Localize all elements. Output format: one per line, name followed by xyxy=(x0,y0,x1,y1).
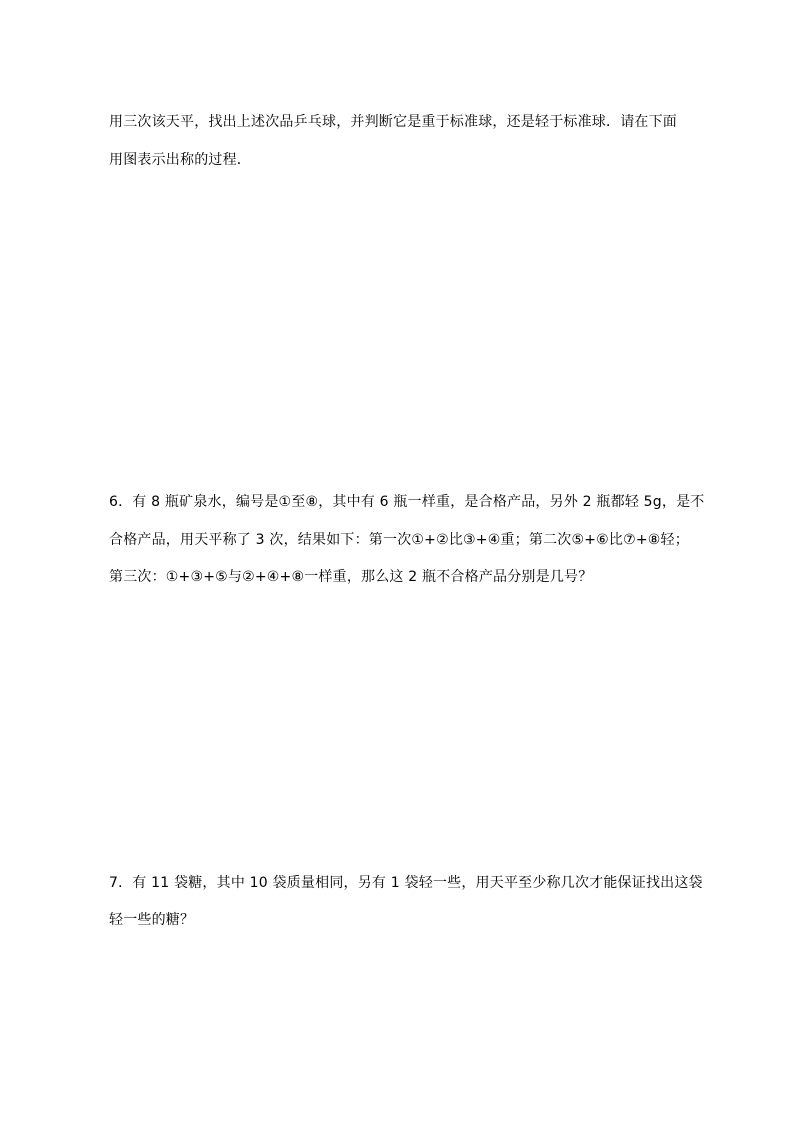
problem-6-line-2: 合格产品，用天平称了 3 次，结果如下：第一次①+②比③+④重；第二次⑤+⑥比⑦+⑧轻； xyxy=(109,532,689,548)
continuation-line-1: 用三次该天平，找出上述次品乒乓球，并判断它是重于标准球，还是轻于标准球．请在下面 xyxy=(109,114,677,130)
continuation-line-2: 用图表示出称的过程． xyxy=(109,152,251,168)
problem-6-line-3: 第三次：①+③+⑤与②+④+⑧一样重，那么这 2 瓶不合格产品分别是几号？ xyxy=(109,569,593,585)
problem-7-line-1: 7．有 11 袋糖，其中 10 袋质量相同，另有 1 袋轻一些，用天平至少称几次才能保证找出这袋 xyxy=(109,875,703,891)
problem-6-line-1: 6．有 8 瓶矿泉水，编号是①至⑧，其中有 6 瓶一样重，是合格产品，另外 2 瓶都轻 5g，是不 xyxy=(109,494,705,510)
problem-7-line-2: 轻一些的糖？ xyxy=(109,912,195,928)
